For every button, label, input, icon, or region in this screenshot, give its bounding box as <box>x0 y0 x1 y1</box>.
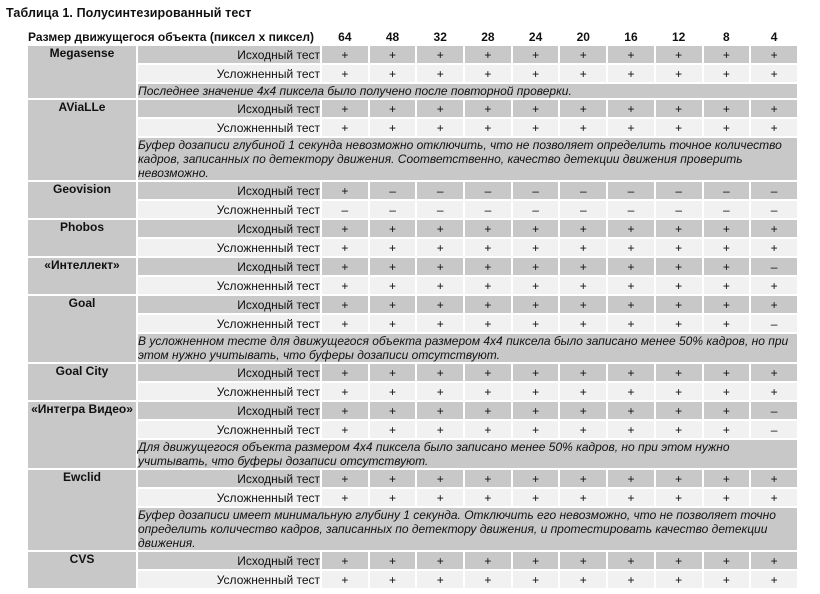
result-cell: + <box>417 65 463 82</box>
result-cell: + <box>560 402 606 419</box>
result-cell: – <box>704 201 750 218</box>
result-cell: + <box>704 65 750 82</box>
result-cell: + <box>704 571 750 588</box>
result-cell: + <box>370 364 416 381</box>
result-cell: – <box>513 201 559 218</box>
result-cell: + <box>322 364 368 381</box>
result-cell: + <box>370 402 416 419</box>
result-cell: + <box>465 119 511 136</box>
system-name: Phobos <box>28 220 136 256</box>
test-name: Исходный тест <box>138 470 320 487</box>
result-cell: + <box>370 65 416 82</box>
result-cell: + <box>560 383 606 400</box>
test-name: Исходный тест <box>138 258 320 275</box>
result-cell: + <box>417 489 463 506</box>
result-cell: + <box>417 402 463 419</box>
result-cell: – <box>465 201 511 218</box>
result-cell: + <box>608 402 654 419</box>
result-cell: + <box>322 571 368 588</box>
result-cell: + <box>704 470 750 487</box>
result-cell: + <box>560 315 606 332</box>
result-cell: + <box>370 296 416 313</box>
test-name: Усложненный тест <box>138 239 320 256</box>
result-cell: + <box>417 46 463 63</box>
result-cell: + <box>560 258 606 275</box>
system-note: В усложненном тесте для движущегося объекта размером 4х4 пиксела было записано менее 50% кадров, но при этом нужно учитывать, что буферы дозаписи отсутствуют. <box>138 334 797 362</box>
result-cell: + <box>465 46 511 63</box>
result-cell: + <box>370 100 416 117</box>
result-cell: + <box>656 296 702 313</box>
result-cell: + <box>704 402 750 419</box>
result-cell: + <box>417 571 463 588</box>
result-cell: + <box>751 220 797 237</box>
table-row <box>28 65 797 82</box>
result-cell: – <box>560 201 606 218</box>
result-cell: + <box>560 119 606 136</box>
header-size: 32 <box>433 29 447 44</box>
result-cell: – <box>751 402 797 419</box>
result-cell: + <box>656 46 702 63</box>
test-name: Усложненный тест <box>138 201 320 218</box>
result-cell: + <box>513 470 559 487</box>
test-name: Усложненный тест <box>138 277 320 294</box>
result-cell: + <box>417 383 463 400</box>
result-cell: + <box>417 100 463 117</box>
result-cell: + <box>704 383 750 400</box>
table-row <box>28 552 797 569</box>
result-cell: – <box>322 201 368 218</box>
result-cell: + <box>704 552 750 569</box>
result-cell: + <box>370 489 416 506</box>
result-cell: + <box>465 220 511 237</box>
test-name: Исходный тест <box>138 100 320 117</box>
result-cell: + <box>704 277 750 294</box>
test-name: Исходный тест <box>138 552 320 569</box>
result-cell: + <box>704 119 750 136</box>
result-cell: + <box>465 258 511 275</box>
result-cell: + <box>656 383 702 400</box>
result-cell: + <box>704 46 750 63</box>
result-cell: + <box>608 315 654 332</box>
result-cell: + <box>417 364 463 381</box>
result-cell: + <box>322 552 368 569</box>
result-cell: + <box>751 65 797 82</box>
result-cell: + <box>513 421 559 438</box>
result-cell: + <box>656 220 702 237</box>
result-cell: + <box>608 552 654 569</box>
system-name: Goal <box>28 296 136 362</box>
result-cell: – <box>751 315 797 332</box>
result-cell: + <box>465 402 511 419</box>
test-name: Усложненный тест <box>138 571 320 588</box>
result-cell: + <box>370 552 416 569</box>
header-size: 20 <box>576 29 590 44</box>
result-cell: + <box>751 489 797 506</box>
table-row <box>28 100 797 117</box>
result-cell: + <box>704 239 750 256</box>
result-cell: – <box>417 182 463 199</box>
table-row <box>28 119 797 136</box>
test-name: Усложненный тест <box>138 65 320 82</box>
result-cell: + <box>370 571 416 588</box>
result-cell: + <box>322 421 368 438</box>
result-cell: + <box>513 46 559 63</box>
result-cell: + <box>322 277 368 294</box>
result-cell: + <box>465 65 511 82</box>
result-cell: + <box>560 100 606 117</box>
result-cell: + <box>560 296 606 313</box>
table-row <box>28 46 797 63</box>
result-cell: + <box>322 489 368 506</box>
table-row <box>28 277 797 294</box>
result-cell: + <box>656 258 702 275</box>
result-cell: + <box>751 383 797 400</box>
result-cell: + <box>704 258 750 275</box>
result-cell: + <box>513 220 559 237</box>
test-name: Усложненный тест <box>138 489 320 506</box>
test-name: Исходный тест <box>138 364 320 381</box>
table-row <box>28 315 797 332</box>
result-cell: – <box>751 182 797 199</box>
result-cell: + <box>465 470 511 487</box>
result-cell: + <box>608 258 654 275</box>
header-size: 12 <box>671 29 686 44</box>
result-cell: – <box>751 258 797 275</box>
result-cell: + <box>513 296 559 313</box>
result-cell: + <box>704 315 750 332</box>
result-cell: + <box>513 65 559 82</box>
result-cell: + <box>322 470 368 487</box>
result-cell: + <box>656 402 702 419</box>
result-cell: + <box>560 364 606 381</box>
header-row <box>28 29 797 44</box>
result-cell: + <box>370 421 416 438</box>
system-name: Geovision <box>28 182 136 218</box>
result-cell: + <box>513 119 559 136</box>
header-size: 48 <box>385 29 400 44</box>
result-cell: + <box>608 489 654 506</box>
result-cell: + <box>322 46 368 63</box>
result-cell: + <box>751 296 797 313</box>
result-cell: + <box>560 421 606 438</box>
result-cell: + <box>656 119 702 136</box>
result-cell: + <box>513 100 559 117</box>
result-cell: + <box>656 571 702 588</box>
table-row <box>28 571 797 588</box>
table-row <box>28 364 797 381</box>
result-cell: + <box>417 119 463 136</box>
system-note: Для движущегося объекта размером 4х4 пиксела было записано менее 50% кадров, но при этом нужно учитывать, что буферы дозаписи отсутствуют. <box>138 440 797 468</box>
result-cell: + <box>370 239 416 256</box>
result-cell: + <box>417 315 463 332</box>
result-cell: + <box>608 296 654 313</box>
result-cell: + <box>608 421 654 438</box>
result-cell: + <box>465 421 511 438</box>
result-cell: + <box>322 100 368 117</box>
result-cell: + <box>608 65 654 82</box>
result-cell: + <box>465 383 511 400</box>
result-cell: + <box>322 383 368 400</box>
result-cell: + <box>370 315 416 332</box>
result-cell: – <box>656 182 702 199</box>
result-cell: + <box>608 364 654 381</box>
result-cell: + <box>656 277 702 294</box>
system-note: Буфер дозаписи имеет минимальную глубину 1 секунда. Отключить его невозможно, что не позволяет точно определить количество кадров, записанных по детектору движения, и протестировать качество детекции движения. <box>138 508 797 550</box>
result-cell: + <box>704 421 750 438</box>
result-cell: + <box>513 239 559 256</box>
result-cell: + <box>751 571 797 588</box>
result-cell: + <box>656 315 702 332</box>
system-name: Megasense <box>28 46 136 98</box>
result-cell: + <box>322 315 368 332</box>
result-cell: + <box>560 65 606 82</box>
system-name: Goal City <box>28 364 136 400</box>
header-size: 8 <box>723 29 730 44</box>
result-cell: + <box>751 119 797 136</box>
system-note: Буфер дозаписи глубиной 1 секунда невозможно отключить, что не позволяет определить точное количество кадров, записанных по детектору движения. Соответственно, качество детекции движения проверить невозможно. <box>138 138 797 180</box>
note-row <box>28 334 797 362</box>
result-cell: + <box>513 571 559 588</box>
test-name: Исходный тест <box>138 296 320 313</box>
result-cell: + <box>608 470 654 487</box>
result-cell: + <box>608 277 654 294</box>
result-cell: + <box>560 489 606 506</box>
header-size: 4 <box>770 29 778 44</box>
table-row <box>28 383 797 400</box>
table-row <box>28 220 797 237</box>
result-cell: + <box>417 258 463 275</box>
table-row <box>28 470 797 487</box>
result-cell: + <box>656 552 702 569</box>
test-name: Исходный тест <box>138 220 320 237</box>
result-cell: – <box>751 421 797 438</box>
table-row <box>28 489 797 506</box>
result-cell: + <box>465 296 511 313</box>
result-cell: + <box>608 383 654 400</box>
result-cell: + <box>370 258 416 275</box>
test-name: Усложненный тест <box>138 383 320 400</box>
note-row <box>28 440 797 468</box>
result-cell: + <box>417 552 463 569</box>
result-cell: + <box>513 402 559 419</box>
result-cell: + <box>560 470 606 487</box>
result-cell: + <box>560 277 606 294</box>
result-cell: + <box>322 296 368 313</box>
result-cell: + <box>751 364 797 381</box>
header-size: 64 <box>338 29 352 44</box>
result-cell: + <box>608 119 654 136</box>
test-name: Усложненный тест <box>138 315 320 332</box>
result-cell: + <box>704 100 750 117</box>
result-cell: + <box>465 489 511 506</box>
result-cell: + <box>370 470 416 487</box>
results-table <box>26 27 799 590</box>
result-cell: + <box>465 571 511 588</box>
result-cell: – <box>417 201 463 218</box>
result-cell: + <box>656 421 702 438</box>
result-cell: – <box>465 182 511 199</box>
result-cell: + <box>322 258 368 275</box>
table-row <box>28 239 797 256</box>
result-cell: + <box>417 421 463 438</box>
result-cell: + <box>751 46 797 63</box>
result-cell: + <box>656 489 702 506</box>
result-cell: + <box>513 489 559 506</box>
result-cell: + <box>608 571 654 588</box>
result-cell: + <box>751 552 797 569</box>
test-name: Усложненный тест <box>138 119 320 136</box>
result-cell: – <box>513 182 559 199</box>
result-cell: – <box>560 182 606 199</box>
table-row <box>28 182 797 199</box>
header-size: 16 <box>624 29 638 44</box>
result-cell: + <box>322 220 368 237</box>
result-cell: + <box>370 220 416 237</box>
result-cell: + <box>417 470 463 487</box>
result-cell: + <box>370 119 416 136</box>
result-cell: + <box>704 220 750 237</box>
test-name: Усложненный тест <box>138 421 320 438</box>
result-cell: + <box>322 65 368 82</box>
result-cell: + <box>704 296 750 313</box>
result-cell: + <box>751 277 797 294</box>
header-label: Размер движущегося объекта (пиксел х пиксел) <box>28 29 315 44</box>
result-cell: + <box>608 100 654 117</box>
result-cell: + <box>656 65 702 82</box>
result-cell: + <box>513 258 559 275</box>
result-cell: + <box>370 277 416 294</box>
result-cell: + <box>417 277 463 294</box>
test-name: Исходный тест <box>138 182 320 199</box>
result-cell: + <box>704 489 750 506</box>
note-row <box>28 84 797 98</box>
result-cell: + <box>465 239 511 256</box>
result-cell: + <box>656 364 702 381</box>
result-cell: + <box>751 470 797 487</box>
table-row <box>28 258 797 275</box>
result-cell: – <box>370 182 416 199</box>
note-row <box>28 138 797 180</box>
result-cell: – <box>608 182 654 199</box>
result-cell: + <box>322 239 368 256</box>
result-cell: + <box>322 182 368 199</box>
result-cell: + <box>560 571 606 588</box>
result-cell: + <box>704 364 750 381</box>
table-row <box>28 201 797 218</box>
result-cell: – <box>751 201 797 218</box>
result-cell: + <box>417 239 463 256</box>
result-cell: + <box>656 239 702 256</box>
result-cell: + <box>417 220 463 237</box>
header-size: 24 <box>528 29 543 44</box>
result-cell: + <box>560 220 606 237</box>
result-cell: + <box>608 239 654 256</box>
header-size: 28 <box>481 29 495 44</box>
result-cell: + <box>370 46 416 63</box>
note-row <box>28 508 797 550</box>
system-name: AViaLLe <box>28 100 136 180</box>
result-cell: + <box>656 470 702 487</box>
system-name: «Интегра Видео» <box>28 402 136 468</box>
table-title: Таблица 1. Полусинтезированный тест <box>6 6 252 20</box>
result-cell: – <box>608 201 654 218</box>
result-cell: – <box>370 201 416 218</box>
table-row <box>28 402 797 419</box>
result-cell: + <box>513 552 559 569</box>
result-cell: + <box>513 364 559 381</box>
result-cell: + <box>465 277 511 294</box>
result-cell: + <box>465 100 511 117</box>
result-cell: + <box>608 220 654 237</box>
system-name: CVS <box>28 552 136 588</box>
result-cell: + <box>656 100 702 117</box>
result-cell: + <box>465 364 511 381</box>
test-name: Исходный тест <box>138 402 320 419</box>
system-note: Последнее значение 4х4 пиксела было получено после повторной проверки. <box>138 84 797 98</box>
result-cell: – <box>656 201 702 218</box>
result-cell: + <box>608 46 654 63</box>
result-cell: + <box>322 402 368 419</box>
result-cell: + <box>370 383 416 400</box>
system-name: Ewclid <box>28 470 136 550</box>
system-name: «Интеллект» <box>28 258 136 294</box>
result-cell: – <box>704 182 750 199</box>
result-cell: + <box>513 315 559 332</box>
table-row <box>28 296 797 313</box>
result-cell: + <box>465 552 511 569</box>
table-row <box>28 421 797 438</box>
test-name: Исходный тест <box>138 46 320 63</box>
result-cell: + <box>322 119 368 136</box>
result-cell: + <box>560 552 606 569</box>
result-cell: + <box>751 100 797 117</box>
result-cell: + <box>560 239 606 256</box>
result-cell: + <box>465 315 511 332</box>
result-cell: + <box>513 277 559 294</box>
result-cell: + <box>751 239 797 256</box>
result-cell: + <box>560 46 606 63</box>
result-cell: + <box>513 383 559 400</box>
result-cell: + <box>417 296 463 313</box>
